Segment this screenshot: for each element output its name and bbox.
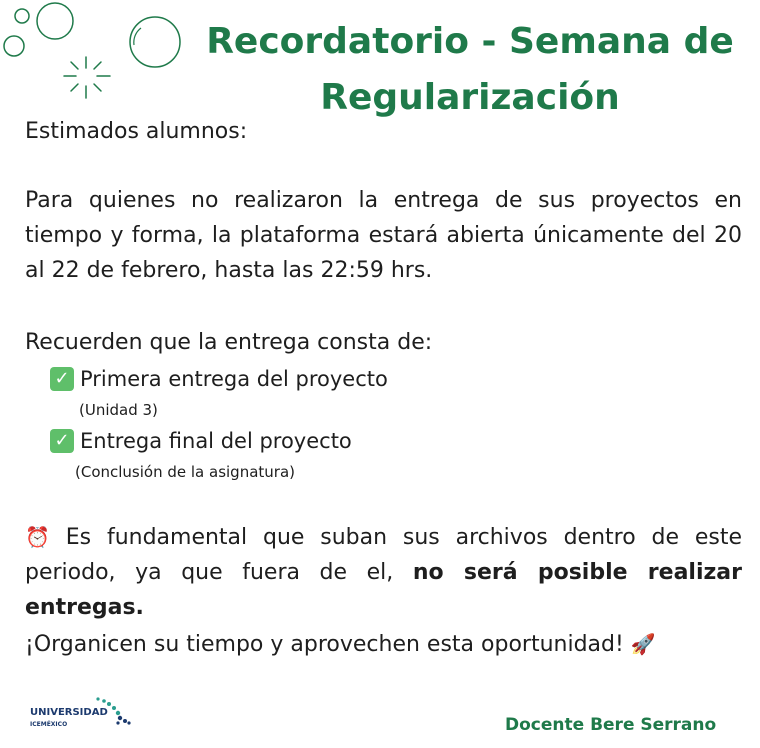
- list-intro: Recuerden que la entrega consta de:: [25, 330, 433, 355]
- check-mark-button-icon: ✓: [50, 429, 74, 453]
- alarm-clock-icon: ⏰: [25, 525, 50, 549]
- logo-subtitle: ICEMÉXICO: [30, 721, 68, 728]
- logo-name: UNIVERSIDAD: [30, 707, 108, 718]
- list-item-first-delivery: Primera entrega del proyecto: [80, 367, 388, 391]
- check-mark-button-icon: ✓: [50, 367, 74, 391]
- paragraph-deadline-warning: [25, 520, 742, 625]
- warning-bold-text: no será posible realizar entregas.: [25, 560, 742, 620]
- paragraph-platform-dates: Para quienes no realizaron la entrega de sus proyectos en tiempo y forma, la plataforma estará abierta únicamente del 20 al 22 de febrero, hasta las 22:59 hrs.: [25, 188, 742, 283]
- university-logo: [30, 694, 140, 738]
- list-item-first-note: (Unidad 3): [79, 401, 158, 419]
- list-item-final-delivery: Entrega final del proyecto: [80, 429, 352, 453]
- greeting: Estimados alumnos:: [25, 119, 248, 144]
- rocket-icon: 🚀: [630, 632, 656, 656]
- closing-line: [25, 627, 742, 662]
- signature: Docente Bere Serrano: [505, 715, 717, 735]
- warning-text: Es fundamental que suban sus archivos dentro de este periodo, ya que fuera de el,: [25, 525, 742, 585]
- page-title: Recordatorio - Semana de Regularización: [206, 21, 734, 118]
- closing-text: ¡Organicen su tiempo y aprovechen esta oportunidad!: [25, 632, 624, 657]
- list-item-final-note: (Conclusión de la asignatura): [75, 463, 296, 481]
